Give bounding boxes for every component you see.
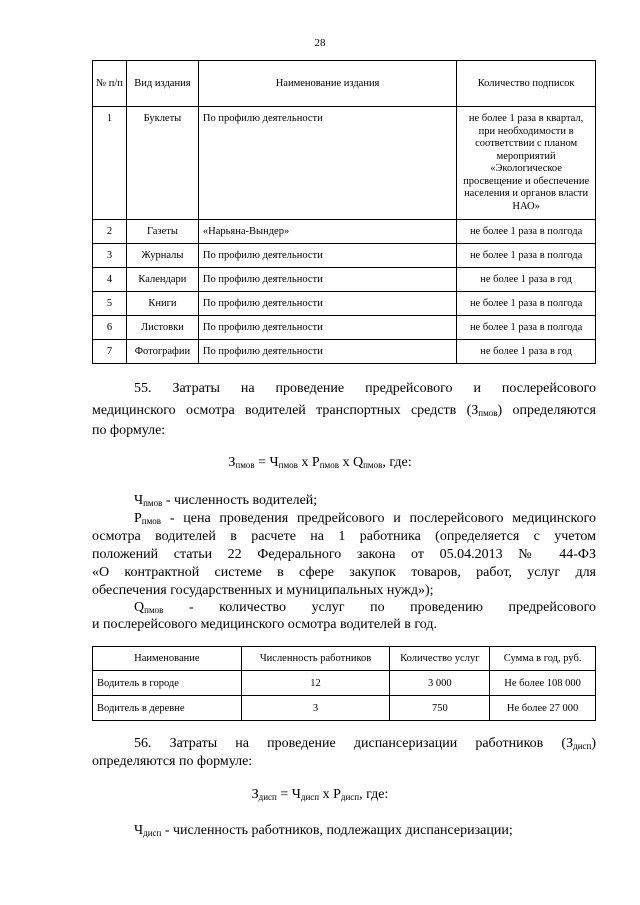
edition-name: По профилю деятельности: [198, 107, 456, 220]
table-row: [93, 107, 596, 220]
subscriptions-count: не более 1 раза в полгода: [457, 316, 596, 340]
page-number: 28: [314, 37, 326, 49]
edition-type: Буклеты: [126, 107, 198, 220]
table-header-row: [93, 61, 596, 107]
edition-name: По профилю деятельности: [198, 292, 456, 316]
table-row: [93, 292, 596, 316]
definition-line: обеспечения государственных и муниципальных нужд»);: [92, 583, 434, 598]
edition-type: Календари: [126, 268, 198, 292]
table-row: [93, 696, 596, 721]
definition-line: $Q_{пмов}$ - количество услуг по проведению предрейсового: [134, 600, 596, 615]
table-row: [93, 268, 596, 292]
subscriptions-count: не более 1 раза в год: [457, 268, 596, 292]
table-header-row: [93, 647, 596, 671]
table-row: [93, 220, 596, 244]
header-cell: Вид издания: [126, 61, 198, 107]
formula-pmov: $З_{пмов} = Ч_{пмов}$ х $Р_{пмов}$ х $Q_{пмов}$, где:: [228, 455, 412, 470]
name-cell: Водитель в городе: [93, 671, 242, 696]
paragraph-55-line: по формуле:: [92, 423, 166, 438]
header-cell: Наименование: [93, 647, 242, 671]
services-count-cell: 3 000: [390, 671, 490, 696]
edition-name: По профилю деятельности: [198, 340, 456, 364]
definition-line: положений статьи 22 Федерального закона от 05.04.2013 № 44-ФЗ: [92, 547, 596, 562]
subscriptions-count: не более 1 раза в полгода: [457, 292, 596, 316]
header-cell: Наименование издания: [198, 61, 456, 107]
header-cell: Численность работников: [241, 647, 390, 671]
edition-name: «Нарьяна-Вындер»: [198, 220, 456, 244]
paragraph-56-line: определяются по формуле:: [92, 754, 253, 769]
subscriptions-count: не более 1 раза в квартал, при необходимости в соответствии с планом мероприятий «Экологическое просвещение и обеспечение населения и органов власти НАО»: [457, 107, 596, 220]
row-number: 6: [93, 316, 127, 340]
edition-type: Книги: [126, 292, 198, 316]
header-cell: № п/п: [93, 61, 127, 107]
header-cell: Количество подписок: [457, 61, 596, 107]
row-number: 1: [93, 107, 127, 220]
definition-line: «О контрактной системе в сфере закупок товаров, работ, услуг для: [92, 565, 596, 580]
subscriptions-count: не более 1 раза в год: [457, 340, 596, 364]
edition-name: По профилю деятельности: [198, 316, 456, 340]
edition-type: Газеты: [126, 220, 198, 244]
definition-line: $Р_{пмов}$ - цена проведения предрейсового и послерейсового медицинского: [134, 511, 596, 526]
edition-type: Журналы: [126, 244, 198, 268]
medical-exam-table: [92, 646, 596, 721]
name-cell: Водитель в деревне: [93, 696, 242, 721]
edition-type: Фотографии: [126, 340, 198, 364]
row-number: 2: [93, 220, 127, 244]
edition-name: По профилю деятельности: [198, 268, 456, 292]
row-number: 3: [93, 244, 127, 268]
definition-line: осмотра водителей в расчете на 1 работника (определяется с учетом: [92, 529, 596, 544]
row-number: 5: [93, 292, 127, 316]
table-row: [93, 316, 596, 340]
definition-line: $Ч_{дисп}$ - численность работников, подлежащих диспансеризации;: [134, 823, 513, 838]
edition-name: По профилю деятельности: [198, 244, 456, 268]
annual-sum-cell: Не более 108 000: [490, 671, 596, 696]
header-cell: Количество услуг: [390, 647, 490, 671]
subscriptions-count: не более 1 раза в полгода: [457, 220, 596, 244]
paragraph-56-line: 56. Затраты на проведение диспансеризации работников $(З_{дисп})$: [134, 736, 596, 751]
publications-table: [92, 60, 596, 364]
edition-type: Листовки: [126, 316, 198, 340]
definition-line: $Ч_{пмов}$ - численность водителей;: [134, 493, 318, 508]
workers-count-cell: 3: [241, 696, 390, 721]
paragraph-55-line: 55. Затраты на проведение предрейсового и послерейсового: [134, 381, 596, 396]
table-row: [93, 244, 596, 268]
workers-count-cell: 12: [241, 671, 390, 696]
paragraph-55-line: медицинского осмотра водителей транспортных средств $(З_{пмов})$ определяются: [92, 403, 596, 418]
table-row: [93, 671, 596, 696]
header-cell: Сумма в год, руб.: [490, 647, 596, 671]
row-number: 4: [93, 268, 127, 292]
row-number: 7: [93, 340, 127, 364]
formula-disp: $З_{дисп} = Ч_{дисп}$ х $Р_{дисп}$, где:: [251, 787, 389, 802]
table-row: [93, 340, 596, 364]
definition-line: и послерейсового медицинского осмотра водителей в год.: [92, 617, 437, 632]
subscriptions-count: не более 1 раза в полгода: [457, 244, 596, 268]
services-count-cell: 750: [390, 696, 490, 721]
annual-sum-cell: Не более 27 000: [490, 696, 596, 721]
